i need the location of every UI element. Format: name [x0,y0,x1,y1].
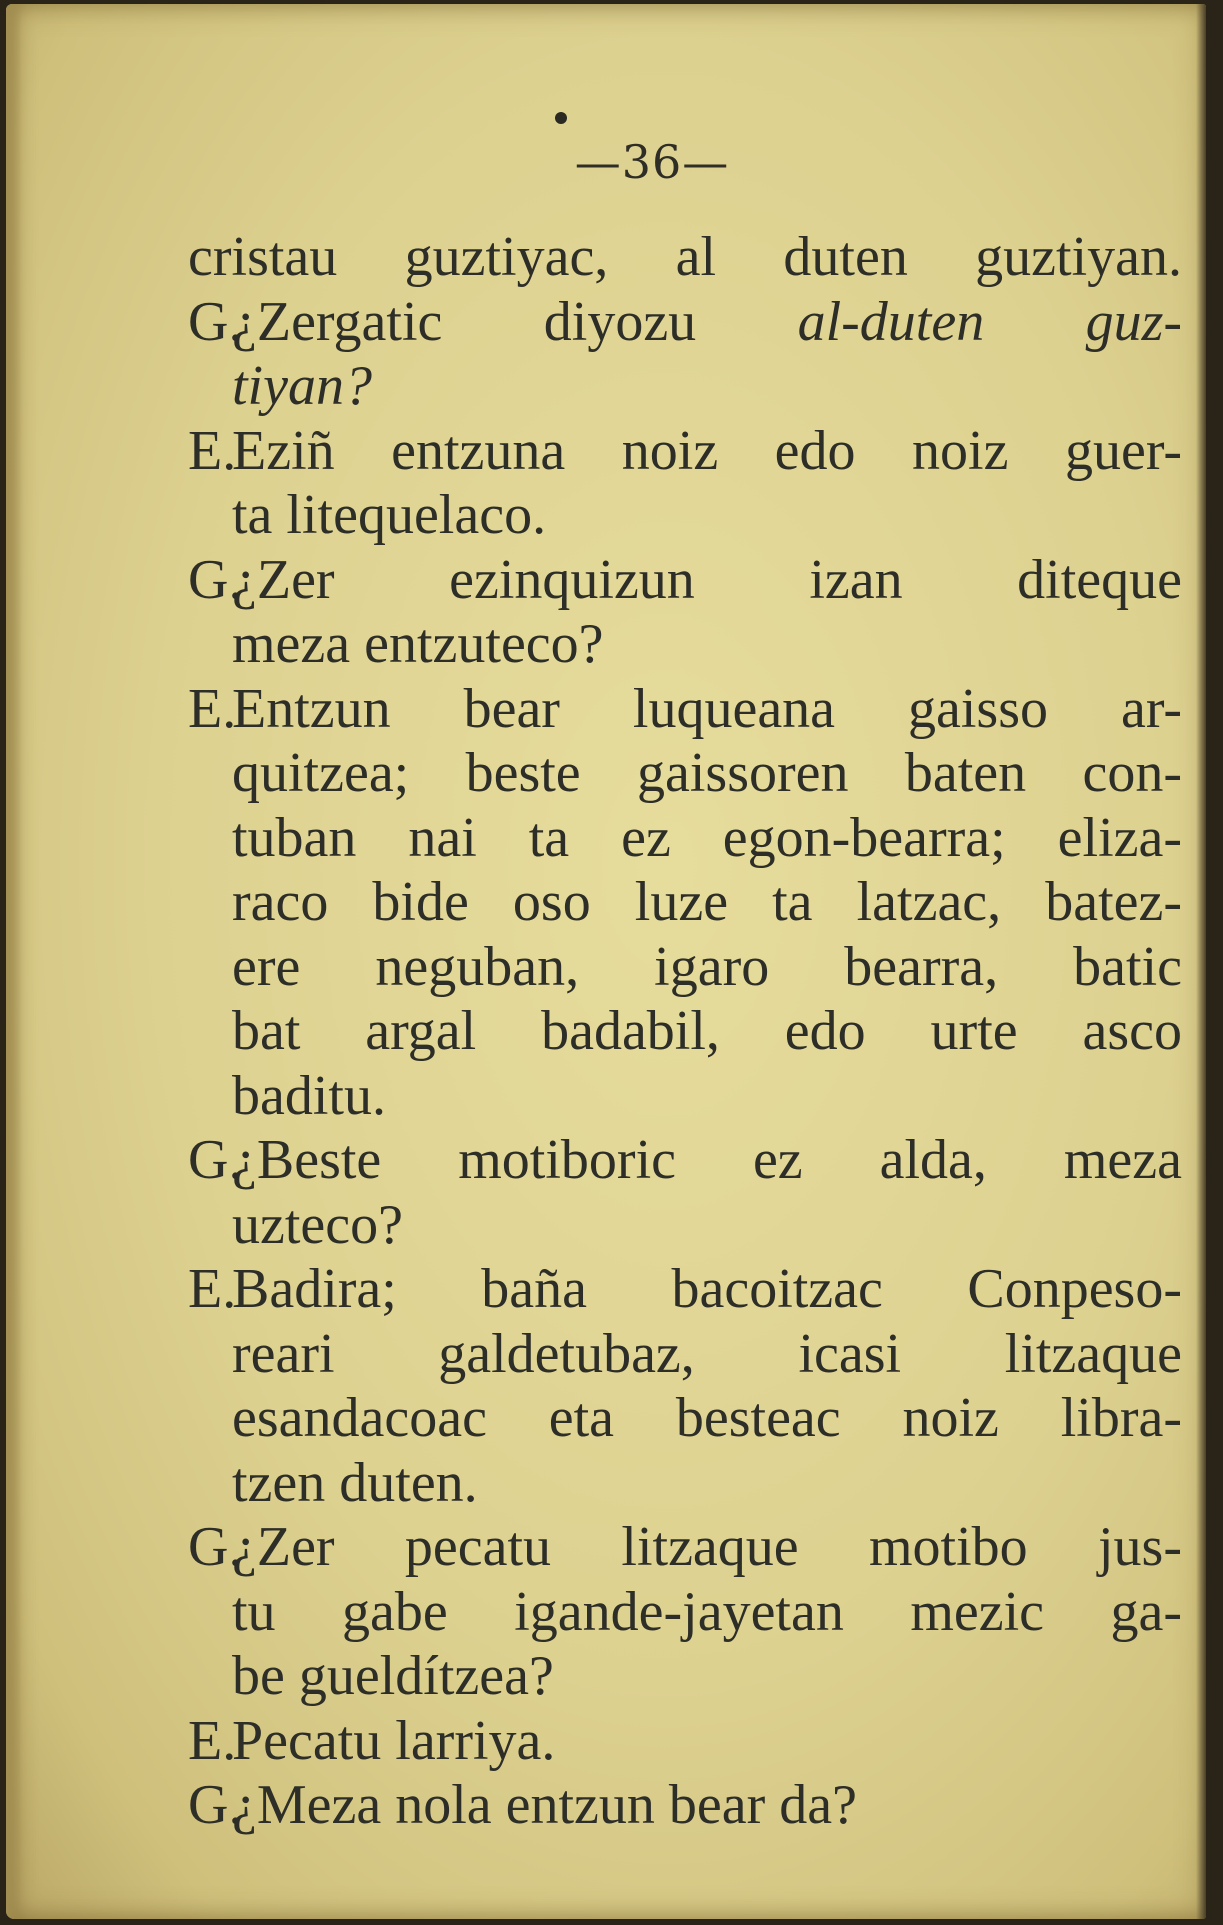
italic-text: al-duten guz- [797,290,1183,353]
text-line [188,290,1182,355]
text-line [188,1773,1182,1838]
line-text: ¿Beste motiboric ez alda, meza [232,1129,1182,1191]
line-text: ¿Zer pecatu litzaque motibo jus- [232,1516,1182,1578]
speaker-label: G. [188,1516,243,1578]
text-line: tu gabe igande-jayetan mezic ga- [232,1580,1182,1643]
page-number: —36— [574,135,730,189]
page-edge-shadow [6,4,22,1919]
text-line: ta litequelaco. [232,484,547,546]
text-line [188,419,1182,484]
line-text: Pecatu larriya. [232,1709,556,1772]
line-text: ¿Zer ezinquizun izan diteque [232,548,1182,611]
text-line [188,677,1182,742]
text-line: quitzea; beste gaissoren baten con- [232,742,1182,804]
speaker-label: G. [188,1774,243,1836]
italic-text: tiyan? [232,355,372,417]
text-line [188,354,1182,419]
text-line: esandacoac eta besteac noiz libra- [232,1387,1182,1449]
speaker-label: G. [188,290,243,353]
book-page [6,4,1206,1919]
text-line: uzteco? [232,1193,403,1256]
speaker-label: E. [188,419,237,482]
speaker-label: E. [188,1709,237,1772]
ink-dot-ornament [555,112,567,124]
line-text: ¿Zergatic diyozu [232,290,697,353]
speaker-label: G. [188,548,243,611]
line-text: Badira; baña bacoitzac Conpeso- [232,1258,1182,1320]
text-line: cristau guztiyac, al duten guztiyan. [188,226,1182,288]
text-line: ere neguban, igaro bearra, batic [232,935,1182,998]
text-line: baditu. [232,1064,386,1127]
speaker-label: G. [188,1129,243,1191]
text-line [188,1709,1182,1774]
text-line: tuban nai ta ez egon-bearra; eliza- [232,806,1182,869]
text-line: meza entzuteco? [232,613,604,675]
text-line [188,1257,1182,1322]
text-line: tzen duten. [232,1451,478,1514]
line-text: Entzun bear luqueana gaisso ar- [232,677,1182,740]
line-text: ¿Meza nola entzun bear da? [232,1774,857,1836]
speaker-label: E. [188,677,237,740]
text-line [188,1515,1182,1580]
text-line: raco bide oso luze ta latzac, batez- [232,871,1182,933]
page-gutter-shadow [1196,4,1206,1919]
line-text: Eziñ entzuna noiz edo noiz guer- [232,419,1182,482]
text-line: bat argal badabil, edo urte asco [232,1000,1182,1062]
text-line [188,548,1182,613]
text-line [188,1128,1182,1193]
speaker-label: E. [188,1258,237,1320]
body-text [188,225,1182,1838]
text-line: reari galdetubaz, icasi litzaque [232,1322,1182,1385]
text-line: be gueldítzea? [232,1645,554,1707]
